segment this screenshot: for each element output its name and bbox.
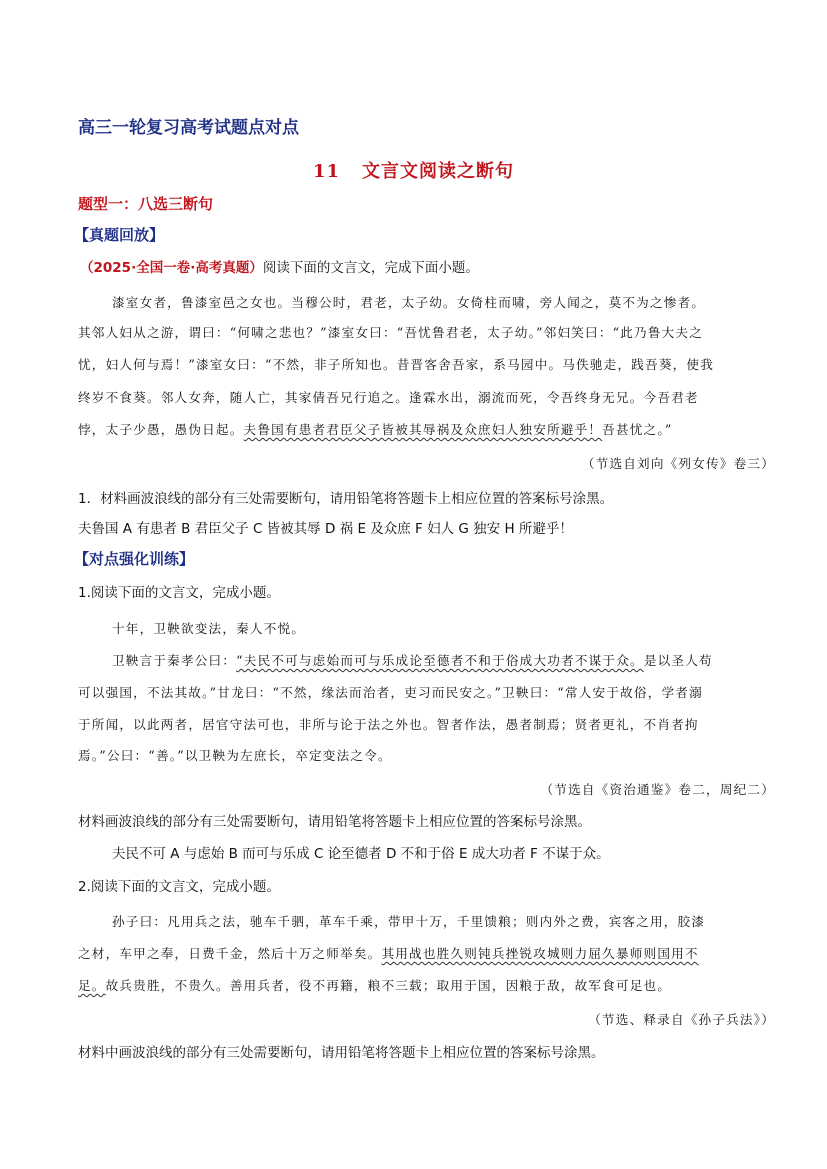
passage1-line5-start: 悖，太子少愚，愚伪日起。	[78, 422, 244, 437]
ex1-options: 夫民不可 A 与虑始 B 而可与乐成 C 论至德者 D 不和于俗 E 成大功者 F 不谋于众。	[112, 846, 610, 862]
q1-options: 夫鲁国 A 有患者 B 君臣父子 C 皆被其辱 D 祸 E 及众庶 F 妇人 G 独安 H 所避乎！	[78, 521, 573, 537]
ex2-intro: 2.阅读下面的文言文，完成小题。	[78, 879, 280, 895]
ex1-line4: 于所闻，以此两者，居官守法可也，非所与论于法之外也。智者作法，愚者制焉；贤者更礼，不肖者拘	[78, 717, 699, 732]
passage1-line3: 忧，妇人何与焉！”漆室女曰：“不然，非子所知也。昔晋客舍吾家，系马园中。马佚驰走，践吾葵，使我	[78, 357, 714, 372]
ex1-line1: 十年，卫鞅欲变法，秦人不悦。	[112, 621, 306, 636]
ex1-intro: 1.阅读下面的文言文，完成小题。	[78, 585, 280, 601]
exam-intro-text: 阅读下面的文言文，完成下面小题。	[262, 260, 479, 276]
ex2-line2-start: 之材，车甲之奉，日费千金，然后十万之师举矣。	[78, 946, 382, 961]
q1-prompt: 1．材料画波浪线的部分有三处需要断句，请用铅笔将答题卡上相应位置的答案标号涂黑。	[78, 491, 614, 507]
ex2-line1: 孙子曰：凡用兵之法，驰车千驷，革车千乘，带甲十万，千里馈粮；则内外之费，宾客之用，胶漆	[112, 914, 706, 929]
ex2-line3	[78, 976, 671, 996]
section-title	[0, 157, 827, 183]
ex1-line2-start: 卫鞅言于秦孝公曰：	[112, 653, 237, 668]
zhenti-heading: 【真题回放】	[74, 226, 165, 244]
section-number: 11	[312, 161, 341, 182]
passage1-line5-end: 吾甚忧之。”	[602, 422, 673, 437]
header-title: 高三一轮复习高考试题点对点	[78, 118, 299, 138]
ex1-line2-end: 是以圣人苟	[643, 653, 713, 668]
passage1-line4: 终岁不食葵。邻人女奔，随人亡，其家倩吾兄行追之。逢霖水出，溺流而死，令吾终身无兄。今吾君老	[78, 390, 699, 405]
ex1-source: （节选自《资治通鉴》卷二，周纪二）	[540, 782, 775, 797]
exam-source: （2025·全国一卷·高考真题）	[80, 260, 263, 276]
passage1-line2: 其邻人妇从之游，谓曰：“何啸之悲也？”漆室女曰：“吾忧鲁君老，太子幼。”邻妇笑曰：“此乃鲁大夫之	[78, 325, 704, 340]
type-title: 题型一：八选三断句	[78, 195, 214, 213]
wavy-underlined-text: 足。	[78, 978, 106, 993]
ex1-prompt: 材料画波浪线的部分有三处需要断句，请用铅笔将答题卡上相应位置的答案标号涂黑。	[78, 814, 591, 830]
ex2-line2	[78, 944, 699, 964]
section-title-text: 文言文阅读之断句	[362, 161, 515, 182]
ex2-line3-rest: 故兵贵胜，不贵久。善用兵者，役不再籍，粮不三载；取用于国，因粮于敌，故军食可足也。	[105, 978, 672, 993]
passage1-source: （节选自刘向《列女传》卷三）	[581, 456, 775, 471]
exam-intro	[80, 258, 479, 278]
ex1-line5: 焉。”公曰：“善。”以卫鞅为左庶长，卒定变法之令。	[78, 748, 392, 763]
wavy-underlined-text: “夫民不可与虑始而可与乐成论至德者不和于俗成大功者不谋于众。	[236, 653, 644, 668]
training-heading: 【对点强化训练】	[74, 550, 195, 568]
ex2-source: （节选、释录自《孙子兵法》）	[588, 1012, 775, 1027]
wavy-underlined-text: 夫鲁国有患者君臣父子皆被其辱祸及众庶妇人独安所避乎！	[243, 422, 603, 437]
passage1-line5	[78, 420, 672, 440]
ex1-line2	[112, 651, 713, 671]
ex1-line3: 可以强国，不法其故。”甘龙曰：“不然，缘法而治者，吏习而民安之。”卫鞅曰：“常人安于故俗，学者溺	[78, 685, 703, 700]
ex2-prompt: 材料中画波浪线的部分有三处需要断句，请用铅笔将答题卡上相应位置的答案标号涂黑。	[78, 1045, 605, 1061]
wavy-underlined-text: 其用战也胜久则钝兵挫锐攻城则力屈久暴师则国用不	[381, 946, 699, 961]
passage1-line1: 漆室女者，鲁漆室邑之女也。当穆公时，君老，太子幼。女倚柱而啸，旁人闻之，莫不为之惨者。	[112, 295, 706, 310]
